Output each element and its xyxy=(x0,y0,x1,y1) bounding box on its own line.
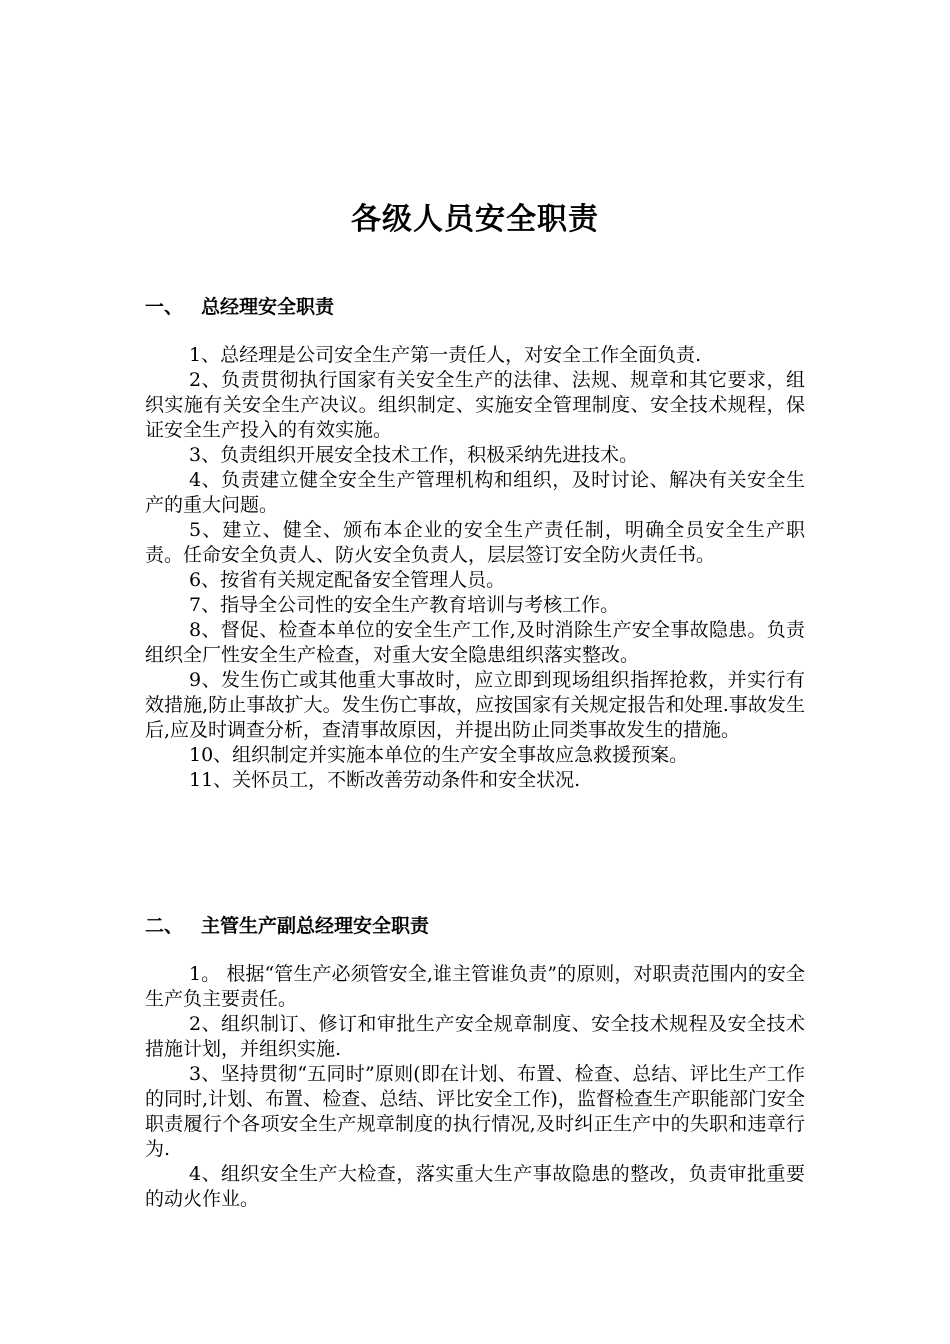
list-item: 2、组织制订、修订和审批生产安全规章制度、安全技术规程及安全技术措施计划，并组织实施. xyxy=(145,1013,805,1060)
list-item: 2、负责贯彻执行国家有关安全生产的法律、法规、规章和其它要求，组织实施有关安全生产决议。组织制定、实施安全管理制度、安全技术规程，保证安全生产投入的有效实施。 xyxy=(145,369,805,441)
list-item: 6、按省有关规定配备安全管理人员。 xyxy=(189,569,506,591)
list-item: 4、组织安全生产大检查，落实重大生产事故隐患的整改，负责审批重要的动火作业。 xyxy=(145,1163,805,1210)
list-item: 10、组织制定并实施本单位的生产安全事故应急救援预案。 xyxy=(189,744,689,766)
section-number: 二、 xyxy=(145,915,184,937)
document-title: 各级人员安全职责 xyxy=(351,202,599,237)
list-item: 3、坚持贯彻“五同时”原则(即在计划、布置、检查、总结、评比生产工作的同时,计划、布置、检查、总结、评比安全工作)，监督检查生产职能部门安全职责履行个各项安全生产规章制度的执行情况,及时纠正生产中的失职和违章行为. xyxy=(145,1063,805,1160)
list-item: 4、负责建立健全安全生产管理机构和组织，及时讨论、解决有关安全生产的重大问题。 xyxy=(145,469,805,516)
section-heading-2 xyxy=(145,912,805,940)
list-item: 8、督促、检查本单位的安全生产工作,及时消除生产安全事故隐患。负责组织全厂性安全生产检查，对重大安全隐患组织落实整改。 xyxy=(145,619,805,666)
section-heading-1 xyxy=(145,293,805,321)
list-item: 1。 根据“管生产必须管安全,谁主管谁负责”的原则，对职责范围内的安全生产负主要责任。 xyxy=(145,963,805,1010)
section-body-2 xyxy=(145,962,805,1212)
list-item: 3、负责组织开展安全技术工作，积极采纳先进技术。 xyxy=(189,444,639,466)
list-item: 7、指导全公司性的安全生产教育培训与考核工作。 xyxy=(189,594,620,616)
section-body-1 xyxy=(145,343,805,793)
list-item: 5、建立、健全、颁布本企业的安全生产责任制，明确全员安全生产职责。任命安全负责人、防火安全负责人，层层签订安全防火责任书。 xyxy=(145,519,805,566)
section-title: 主管生产副总经理安全职责 xyxy=(201,915,430,937)
list-item: 1、总经理是公司安全生产第一责任人，对安全工作全面负责. xyxy=(189,344,702,366)
section-number: 一、 xyxy=(145,296,184,318)
list-item: 11、关怀员工，不断改善劳动条件和安全状况. xyxy=(189,769,581,791)
section-title: 总经理安全职责 xyxy=(201,296,335,318)
list-item: 9、发生伤亡或其他重大事故时，应立即到现场组织指挥抢救，并实行有效措施,防止事故扩大。发生伤亡事故，应按国家有关规定报告和处理.事故发生后,应及时调查分析，查清事故原因，并提出防止同类事故发生的措施。 xyxy=(145,669,805,741)
